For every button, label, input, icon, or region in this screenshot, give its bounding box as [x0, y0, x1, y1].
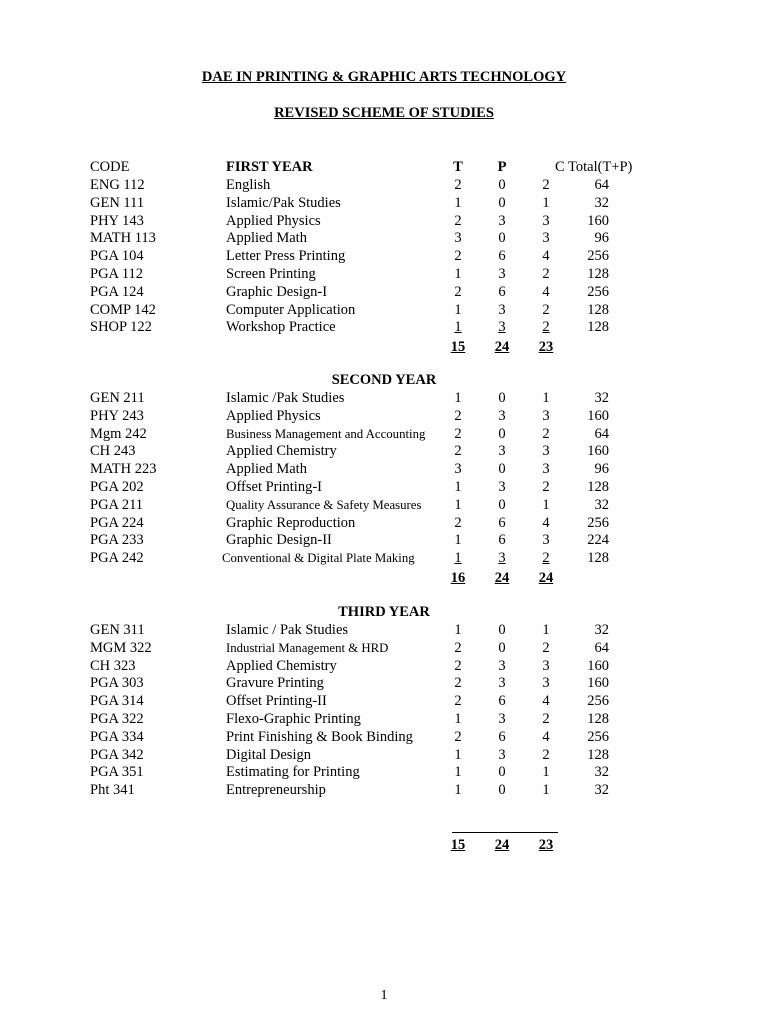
totals-row [0, 836, 768, 854]
total-hours: 32 [594, 622, 609, 638]
totals-row [0, 569, 768, 587]
credit-hours: 2 [542, 550, 550, 567]
course-name: Islamic / Pak Studies [226, 622, 349, 638]
theory-hours: 2 [454, 693, 462, 710]
table-row [0, 301, 768, 319]
credit-hours: 3 [542, 657, 550, 674]
course-code: GEN 311 [90, 622, 145, 638]
table-row [0, 728, 768, 746]
total-hours: 128 [587, 550, 609, 567]
practical-hours: 6 [498, 532, 506, 549]
practical-hours: 6 [498, 728, 506, 745]
course-code: GEN 211 [90, 390, 145, 406]
total-hours: 32 [594, 194, 609, 211]
course-code: CH 243 [90, 443, 136, 460]
header-c: C [555, 159, 565, 175]
practical-hours: 0 [498, 425, 506, 442]
course-name: Industrial Management & HRD [226, 640, 389, 655]
course-name: Business Management and Accounting [226, 426, 426, 441]
practical-hours: 3 [498, 550, 506, 567]
course-code: Pht 341 [90, 782, 135, 799]
practical-hours: 0 [498, 194, 506, 211]
table-row [0, 389, 768, 407]
course-name: Islamic/Pak Studies [226, 194, 341, 211]
total-hours: 32 [594, 390, 609, 406]
course-code: CH 323 [90, 657, 136, 674]
table-row [0, 621, 768, 639]
theory-hours: 1 [454, 390, 462, 406]
document-subtitle: REVISED SCHEME OF STUDIES [274, 105, 494, 121]
course-name: Workshop Practice [226, 319, 336, 336]
theory-hours: 3 [454, 461, 462, 478]
total-hours: 256 [587, 514, 609, 531]
theory-hours: 1 [454, 319, 462, 336]
course-name: English [226, 177, 271, 193]
table-row [0, 763, 768, 781]
practical-hours: 0 [498, 390, 506, 406]
total-hours: 256 [587, 248, 609, 265]
credit-hours: 2 [542, 177, 550, 193]
total-hours: 96 [594, 461, 609, 478]
total-hours: 64 [594, 177, 609, 193]
totals-row [0, 338, 768, 356]
course-name: Screen Printing [226, 266, 316, 282]
table-row [0, 549, 768, 567]
total-theory: 16 [450, 570, 466, 586]
theory-hours: 1 [454, 550, 462, 567]
course-name: Applied Math [226, 461, 307, 478]
practical-hours: 3 [498, 319, 506, 336]
theory-hours: 1 [454, 711, 462, 727]
credit-hours: 1 [542, 194, 550, 211]
course-name: Applied Physics [226, 212, 321, 229]
table-row [0, 657, 768, 675]
table-row [0, 194, 768, 212]
course-name: Entrepreneurship [226, 782, 326, 799]
credit-hours: 3 [542, 461, 550, 478]
course-code: MATH 223 [90, 461, 157, 478]
course-name: Print Finishing & Book Binding [226, 728, 413, 745]
page-number: 1 [380, 988, 388, 1003]
total-hours: 128 [587, 479, 609, 495]
course-code: COMP 142 [90, 301, 156, 318]
header-code: CODE [90, 159, 130, 175]
practical-hours: 0 [498, 639, 506, 656]
course-code: PGA 242 [90, 550, 144, 567]
course-code: SHOP 122 [90, 319, 152, 336]
theory-hours: 2 [454, 425, 462, 442]
total-credit: 24 [538, 570, 554, 586]
theory-hours: 2 [454, 728, 462, 745]
practical-hours: 0 [498, 496, 506, 513]
practical-hours: 3 [498, 746, 506, 763]
table-row [0, 265, 768, 283]
table-row [0, 442, 768, 460]
theory-hours: 2 [454, 514, 462, 531]
course-code: GEN 111 [90, 194, 145, 211]
course-name: Graphic Reproduction [226, 514, 356, 531]
total-hours: 128 [587, 301, 609, 318]
course-name: Offset Printing-II [226, 693, 327, 710]
course-name: Conventional & Digital Plate Making [222, 551, 415, 566]
practical-hours: 0 [498, 782, 506, 799]
course-name: Graphic Design-II [226, 532, 332, 549]
course-code: PGA 322 [90, 711, 144, 727]
course-code: PGA 112 [90, 266, 144, 282]
theory-hours: 2 [454, 443, 462, 460]
course-name: Flexo-Graphic Printing [226, 711, 361, 727]
header-t: T [453, 159, 463, 175]
theory-hours: 1 [454, 532, 462, 549]
total-hours: 128 [587, 266, 609, 282]
table-row [0, 514, 768, 532]
theory-hours: 1 [454, 496, 462, 513]
header-c-total [555, 158, 632, 176]
total-hours: 160 [587, 657, 609, 674]
theory-hours: 1 [454, 266, 462, 282]
credit-hours: 1 [542, 622, 550, 638]
credit-hours: 2 [542, 301, 550, 318]
course-name: Computer Application [226, 301, 356, 318]
total-hours: 160 [587, 212, 609, 229]
credit-hours: 3 [542, 407, 550, 424]
course-code: PGA 224 [90, 514, 144, 531]
total-hours: 96 [594, 230, 609, 247]
practical-hours: 3 [498, 266, 506, 282]
practical-hours: 3 [498, 301, 506, 318]
header-total: Total(T+P) [568, 159, 633, 175]
course-name: Offset Printing-I [226, 479, 322, 495]
course-code: PGA 202 [90, 479, 144, 495]
total-hours: 160 [587, 443, 609, 460]
total-hours: 160 [587, 407, 609, 424]
practical-hours: 3 [498, 443, 506, 460]
theory-hours: 2 [454, 248, 462, 265]
total-hours: 32 [594, 496, 609, 513]
theory-hours: 1 [454, 301, 462, 318]
course-name: Graphic Design-I [226, 283, 328, 300]
credit-hours: 3 [542, 212, 550, 229]
course-code: PGA 104 [90, 248, 144, 265]
course-code: PGA 351 [90, 764, 144, 781]
course-code: Mgm 242 [90, 425, 147, 442]
practical-hours: 3 [498, 479, 506, 495]
practical-hours: 6 [498, 693, 506, 710]
total-credit: 23 [538, 837, 554, 853]
credit-hours: 2 [542, 639, 550, 656]
course-code: PGA 124 [90, 283, 144, 300]
total-hours: 128 [587, 711, 609, 727]
credit-hours: 2 [542, 266, 550, 282]
credit-hours: 2 [542, 711, 550, 727]
credit-hours: 4 [542, 514, 550, 531]
theory-hours: 2 [454, 657, 462, 674]
theory-hours: 2 [454, 283, 462, 300]
total-practical: 24 [494, 837, 510, 853]
total-theory: 15 [450, 837, 466, 853]
theory-hours: 1 [454, 194, 462, 211]
course-code: PHY 243 [90, 407, 144, 424]
credit-hours: 1 [542, 390, 550, 406]
document-title: DAE IN PRINTING & GRAPHIC ARTS TECHNOLOGY [201, 69, 567, 85]
course-name: Islamic /Pak Studies [226, 390, 345, 406]
course-name: Applied Chemistry [226, 657, 337, 674]
practical-hours: 6 [498, 514, 506, 531]
table-row [0, 460, 768, 478]
total-hours: 128 [587, 319, 609, 336]
total-hours: 32 [594, 764, 609, 781]
theory-hours: 1 [454, 622, 462, 638]
practical-hours: 3 [498, 407, 506, 424]
practical-hours: 6 [498, 283, 506, 300]
practical-hours: 0 [498, 230, 506, 247]
total-theory: 15 [450, 339, 466, 355]
table-row [0, 318, 768, 336]
theory-hours: 2 [454, 407, 462, 424]
course-name: Applied Physics [226, 407, 321, 424]
table-row [0, 674, 768, 692]
total-hours: 160 [587, 675, 609, 692]
table-row [0, 496, 768, 514]
theory-hours: 1 [454, 479, 462, 495]
credit-hours: 2 [542, 425, 550, 442]
table-row [0, 531, 768, 549]
table-row [0, 781, 768, 799]
course-code: MGM 322 [90, 639, 152, 656]
practical-hours: 6 [498, 248, 506, 265]
course-code: PGA 342 [90, 746, 144, 763]
total-practical: 24 [494, 339, 510, 355]
practical-hours: 0 [498, 177, 506, 193]
theory-hours: 2 [454, 639, 462, 656]
theory-hours: 3 [454, 230, 462, 247]
course-code: ENG 112 [90, 177, 145, 193]
course-code: PGA 303 [90, 675, 144, 692]
table-row [0, 283, 768, 301]
practical-hours: 3 [498, 212, 506, 229]
practical-hours: 0 [498, 622, 506, 638]
practical-hours: 0 [498, 764, 506, 781]
table-row [0, 229, 768, 247]
theory-hours: 2 [454, 212, 462, 229]
credit-hours: 1 [542, 496, 550, 513]
credit-hours: 3 [542, 675, 550, 692]
total-hours: 64 [594, 425, 609, 442]
total-hours: 224 [587, 532, 609, 549]
course-name: Estimating for Printing [226, 764, 360, 781]
course-code: MATH 113 [90, 230, 156, 247]
table-row [0, 746, 768, 764]
credit-hours: 1 [542, 764, 550, 781]
credit-hours: 2 [542, 746, 550, 763]
theory-hours: 2 [454, 675, 462, 692]
section-title: SECOND YEAR [331, 372, 437, 388]
credit-hours: 2 [542, 319, 550, 336]
table-row [0, 407, 768, 425]
practical-hours: 3 [498, 675, 506, 692]
course-name: Gravure Printing [226, 675, 324, 692]
course-code: PGA 334 [90, 728, 144, 745]
credit-hours: 3 [542, 443, 550, 460]
header-p: P [497, 159, 507, 175]
course-code: PGA 314 [90, 693, 144, 710]
table-row [0, 425, 768, 443]
course-code: PHY 143 [90, 212, 144, 229]
table-header [0, 158, 768, 176]
table-row [0, 639, 768, 657]
table-row [0, 176, 768, 194]
table-row [0, 692, 768, 710]
credit-hours: 2 [542, 479, 550, 495]
course-name: Applied Math [226, 230, 307, 247]
course-name: Quality Assurance & Safety Measures [226, 497, 422, 512]
totals-top-rule [452, 832, 558, 833]
table-row [0, 478, 768, 496]
credit-hours: 4 [542, 728, 550, 745]
total-hours: 128 [587, 746, 609, 763]
total-hours: 256 [587, 283, 609, 300]
total-hours: 32 [594, 782, 609, 799]
credit-hours: 4 [542, 693, 550, 710]
table-row [0, 212, 768, 230]
credit-hours: 1 [542, 782, 550, 799]
practical-hours: 3 [498, 657, 506, 674]
theory-hours: 1 [454, 782, 462, 799]
practical-hours: 3 [498, 711, 506, 727]
theory-hours: 1 [454, 746, 462, 763]
course-name: Applied Chemistry [226, 443, 337, 460]
theory-hours: 1 [454, 764, 462, 781]
table-row [0, 247, 768, 265]
course-name: Letter Press Printing [226, 248, 346, 265]
section-title: THIRD YEAR [338, 604, 430, 620]
total-practical: 24 [494, 570, 510, 586]
total-hours: 256 [587, 728, 609, 745]
credit-hours: 4 [542, 248, 550, 265]
course-code: PGA 211 [90, 496, 144, 513]
practical-hours: 0 [498, 461, 506, 478]
course-code: PGA 233 [90, 532, 144, 549]
course-name: Digital Design [226, 746, 311, 763]
credit-hours: 4 [542, 283, 550, 300]
total-hours: 256 [587, 693, 609, 710]
credit-hours: 3 [542, 230, 550, 247]
header-first-year: FIRST YEAR [226, 159, 313, 175]
credit-hours: 3 [542, 532, 550, 549]
total-hours: 64 [594, 639, 609, 656]
table-row [0, 710, 768, 728]
theory-hours: 2 [454, 177, 462, 193]
total-credit: 23 [538, 339, 554, 355]
